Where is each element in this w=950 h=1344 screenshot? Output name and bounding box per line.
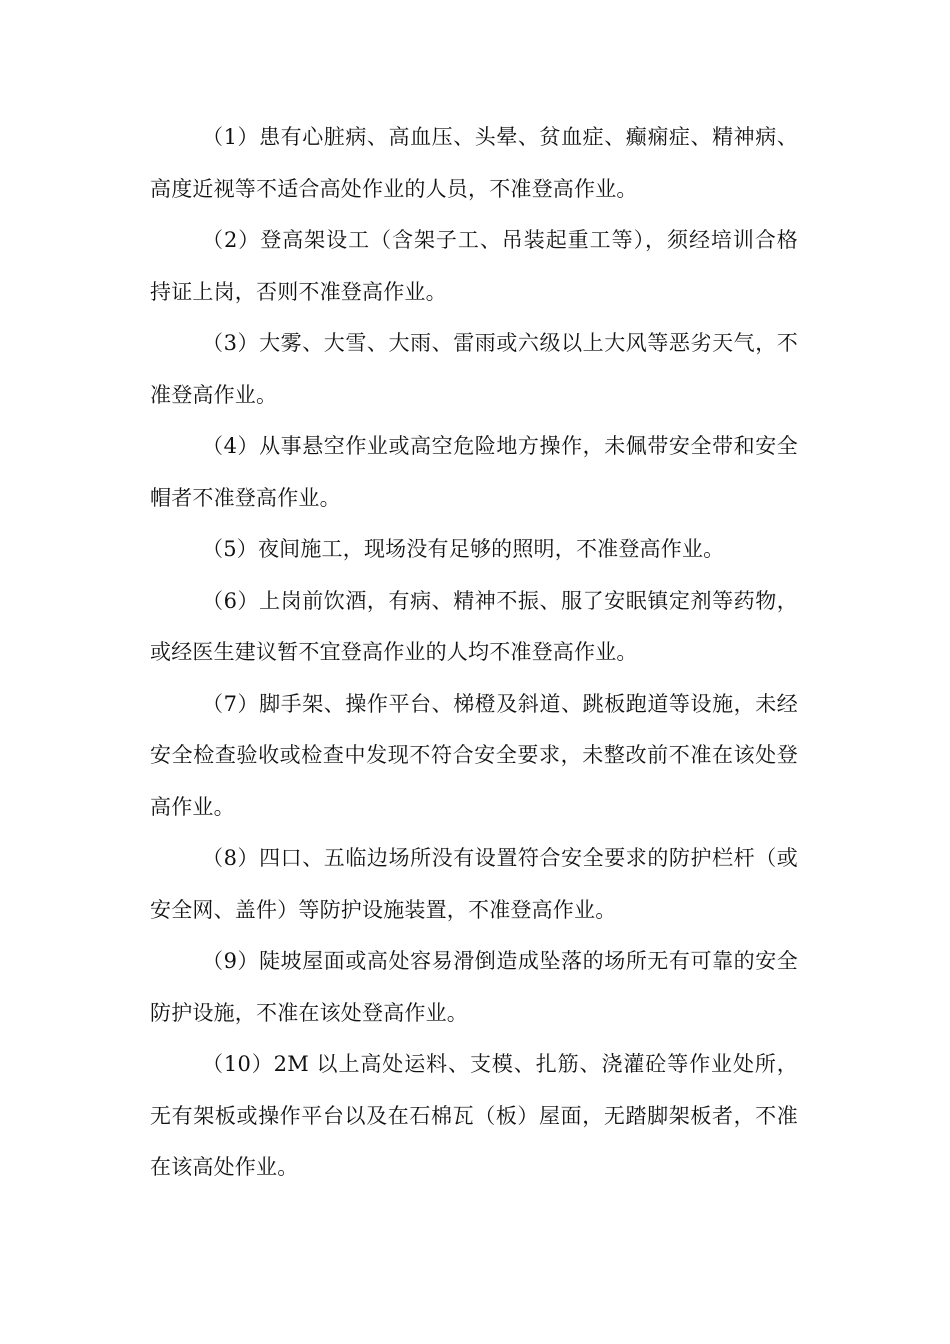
paragraph-6: （6）上岗前饮酒，有病、精神不振、服了安眠镇定剂等药物，或经医生建议暂不宜登高作业的人均不准登高作业。: [150, 588, 798, 664]
paragraph-1: （1）患有心脏病、高血压、头晕、贫血症、癫痫症、精神病、高度近视等不适合高处作业的人员，不准登高作业。: [150, 125, 798, 201]
document-body: [150, 112, 798, 1194]
paragraph-4: （4）从事悬空作业或高空危险地方操作，未佩带安全带和安全帽者不准登高作业。: [150, 434, 798, 510]
paragraph-10: （10）2M 以上高处运料、支模、扎筋、浇灌砼等作业处所，无有架板或操作平台以及在石棉瓦（板）屋面，无踏脚架板者，不准在该高处作业。: [150, 1052, 798, 1179]
paragraph-3: （3）大雾、大雪、大雨、雷雨或六级以上大风等恶劣天气，不准登高作业。: [150, 331, 798, 407]
paragraph-2: （2）登高架设工（含架子工、吊装起重工等），须经培训合格持证上岗，否则不准登高作业。: [150, 228, 798, 304]
paragraph-5: （5）夜间施工，现场没有足够的照明，不准登高作业。: [202, 537, 725, 561]
paragraph-9: （9）陡坡屋面或高处容易滑倒造成坠落的场所无有可靠的安全防护设施，不准在该处登高作业。: [150, 949, 798, 1025]
paragraph-8: （8）四口、五临边场所没有设置符合安全要求的防护栏杆（或安全网、盖件）等防护设施装置，不准登高作业。: [150, 846, 798, 922]
paragraph-7: （7）脚手架、操作平台、梯橙及斜道、跳板跑道等设施，未经安全检查验收或检查中发现不符合安全要求，未整改前不准在该处登高作业。: [150, 691, 798, 819]
